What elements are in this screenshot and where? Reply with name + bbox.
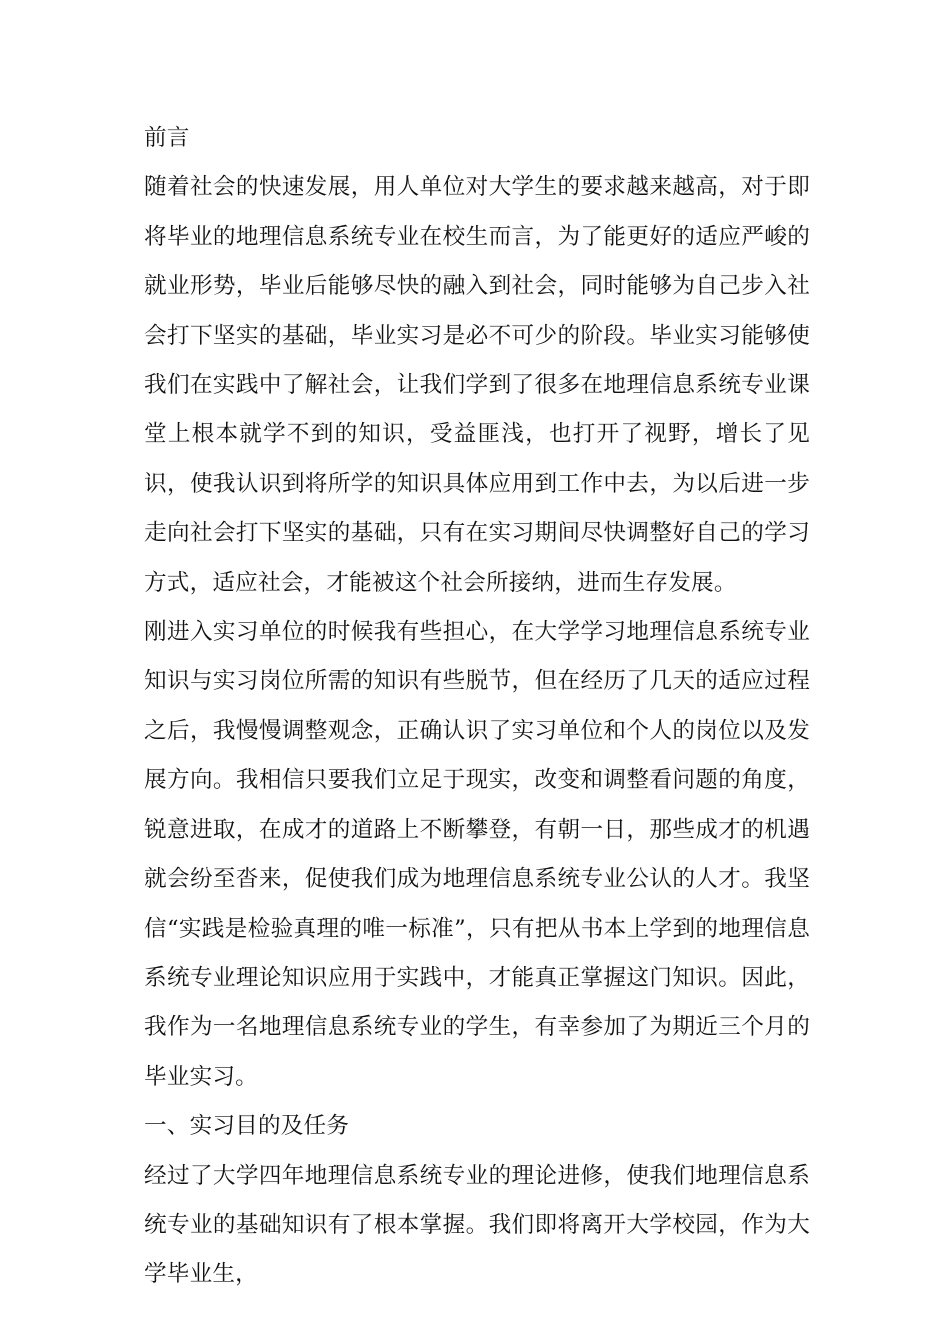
paragraph-internship-start: 刚进入实习单位的时候我有些担心，在大学学习地理信息系统专业知识与实习岗位所需的知识有些脱节，但在经历了几天的适应过程之后，我慢慢调整观念，正确认识了实习单位和个人的岗位以及发展方向。我相信只要我们立足于现实，改变和调整看问题的角度，锐意进取，在成才的道路上不断攀登，有朝一日，那些成才的机遇就会纷至沓来，促使我们成为地理信息系统专业公认的人才。我坚信“实践是检验真理的唯一标准”，只有把从书本上学到的地理信息系统专业理论知识应用于实践中，才能真正掌握这门知识。因此，我作为一名地理信息系统专业的学生，有幸参加了为期近三个月的毕业实习。	[144, 619, 810, 1090]
preface-title: 前言	[144, 125, 190, 151]
section-1-title: 一、实习目的及任务	[144, 1113, 350, 1140]
document-body	[144, 114, 810, 1300]
paragraph-intro: 随着社会的快速发展，用人单位对大学生的要求越来越高，对于即将毕业的地理信息系统专业在校生而言，为了能更好的适应严峻的就业形势，毕业后能够尽快的融入到社会，同时能够为自己步入社会打下坚实的基础，毕业实习是必不可少的阶段。毕业实习能够使我们在实践中了解社会，让我们学到了很多在地理信息系统专业课堂上根本就学不到的知识，受益匪浅，也打开了视野，增长了见识，使我认识到将所学的知识具体应用到工作中去，为以后进一步走向社会打下坚实的基础，只有在实习期间尽快调整好自己的学习方式，适应社会，才能被这个社会所接纳，进而生存发展。	[144, 174, 810, 596]
section-1-paragraph: 经过了大学四年地理信息系统专业的理论进修，使我们地理信息系统专业的基础知识有了根本掌握。我们即将离开大学校园，作为大学毕业生，	[144, 1162, 810, 1288]
